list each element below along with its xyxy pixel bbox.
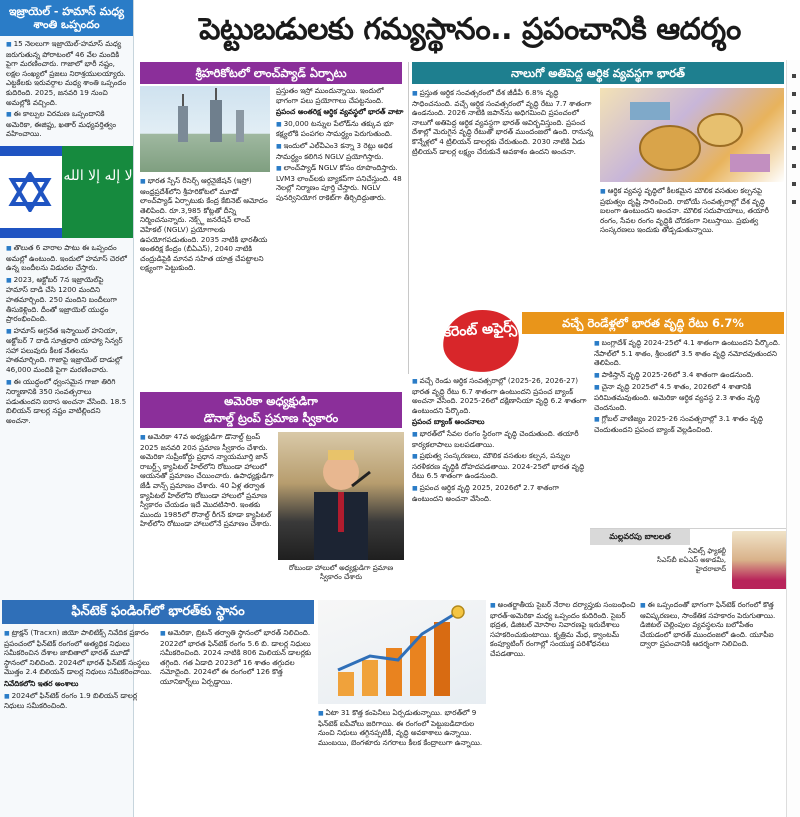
growth-bullet-1: ■ భారత్‌లో సేవల రంగం స్థిరంగా వృద్ధి చెందుతుంది. తయారీ కార్యకలాపాలు బలపడతాయి. <box>412 429 590 449</box>
launchpad-photo <box>140 86 270 172</box>
trump-photo-caption: రోటుండా హాలులో అధ్యక్షుడిగా ప్రమాణ స్వీకారం చేశారు <box>288 564 394 581</box>
bullet-mark <box>792 110 796 114</box>
economy-col1 <box>412 88 596 308</box>
author-name: మల్లవరపు బాలలత <box>590 529 690 545</box>
bullet-mark <box>792 146 796 150</box>
bullet-mark <box>792 128 796 132</box>
left-column-text-2 <box>0 240 133 431</box>
coin-stack-icon <box>600 88 784 182</box>
author-info <box>590 547 730 574</box>
left-para-6: ■ ఈ యుద్ధంలో ధ్వంసమైన గాజా తిరిగి నిర్మాణానికి 350 సంవత్సరాలు పడుతుందని ఐరాస అంచనా వేసింది. 18.5 బిలియన్ డాలర్ల నష్టం వాటిల్లిందని అంచనా. <box>6 377 127 426</box>
author-city: హైదరాబాద్ <box>695 565 726 573</box>
growth-chart-icon <box>318 600 486 704</box>
economy-col2 <box>600 186 784 306</box>
fintech-illustration <box>318 600 486 704</box>
economy-col1-text: ■ ప్రస్తుత ఆర్థిక సంవత్సరంలో దేశ జీడీపీ 6.8% వృద్ధి సాధించనుంది. వచ్చే ఆర్థిక సంవత్సరంలో వృద్ధి రేటు 7.7 శాతంగా ఉండనుంది. 2026 నాటికి జపాన్‌ను అధిగమించి ప్రపంచంలో నాలుగో అతిపెద్ద ఆర్థిక వ్యవస్థగా భారత్ ఆవిర్భవిస్తుంది. ప్రపంచ దేశాల్లో మెరుగైన వృద్ధి రేటుతో భారత్ ముందంజలో ఉంది. రానున్న కొన్నేళ్లలో 4 ట్రిలియన్ డాలర్లకు చేరుతుంది. 2030 నాటికి ఏడు ట్రిలియన్ డాలర్ల లక్ష్యం చేరుకునే అవకాశం ఉందని అంచనా. <box>412 88 596 156</box>
fintech-col3 <box>318 708 486 814</box>
launchpad-col1 <box>140 176 270 376</box>
launchpad-bullet-3: ■ లాంచ్‌ప్యాడ్ NGLV కోసం రూపొందిస్తారు. LVM3 లాంచ్‌లకు బ్యాకప్‌గా పనిచేస్తుంది. 48 నెలల్లో నిర్మాణం పూర్తి చేస్తారు. NGLV పునర్వినియోగ రాకెట్‌గా తీర్చిదిద్దుతారు. <box>276 163 404 202</box>
left-para-5: ■ హమాస్ అగ్రనేత ఇస్మాయిల్ హనియా, అక్టోబర్ 7 దాడి సూత్రధారి యాహ్యా సిన్వర్ సహా పలువురు కీలక నేతలను హతమార్చింది. గాజాపై ఇజ్రాయెల్ దాడుల్లో 46,000 మందికి పైగా మరణించారు. <box>6 326 127 375</box>
left-para-1: ■ 15 నెలలుగా ఇజ్రాయెల్-హమాస్ మధ్య జరుగుతున్న పోరాటంలో 46 వేల మందికి పైగా మరణించారు. గాజాలో భారీ నష్టం, లక్షల సంఖ్యలో ప్రజలు నిరాశ్రయులయ్యారు. ఎట్టకేలకు ఇరువర్గాల మధ్య శాంతి ఒప్పందం కుదిరింది. 2025, జనవరి 19 నుంచి అమల్లోకి వచ్చింది. <box>6 39 127 107</box>
trump-banner <box>140 392 402 428</box>
flags-image <box>0 146 133 238</box>
page-headline: పెట్టుబడులకు గమ్యస్థానం.. ప్రపంచానికి ఆదర్శం <box>199 12 741 47</box>
growth-subhead: ప్రపంచ బ్యాంక్ అంచనాలు <box>412 417 485 427</box>
fintech-banner: ఫిన్‌టెక్ ఫండింగ్‌లో భారత్‌కు స్థానం <box>2 600 314 624</box>
bullet-mark <box>792 182 796 186</box>
left-para-2: ■ ఈ కాల్పుల విరమణ ఒప్పందానికి అమెరికా, ఈజిప్టు, ఖతార్ మధ్యవర్తిత్వం వహించాయి. <box>6 109 127 139</box>
fintech-col1-text: ■ ట్రాక్షన్ (Tracxn) జియో పాలిటిక్స్ నివేదిక ప్రకారం ప్రపంచంలో ఫిన్‌టెక్ రంగంలో అత్యధిక నిధులు సమీకరించిన దేశాల జాబితాలో భారత్ మూడో స్థానంలో నిలిచింది. 2024లో భారత్ ఫిన్‌టెక్ సంస్థలు మొత్తం 2.4 బిలియన్ డాలర్ల నిధులు సమీకరించాయి. <box>4 628 154 677</box>
trump-text-body: ■ అమెరికా 47వ అధ్యక్షుడిగా డొనాల్డ్ ట్రంప్ 2025 జనవరి 20న ప్రమాణ స్వీకారం చేశారు. అమెరికా సుప్రీంకోర్టు ప్రధాన న్యాయమూర్తి జాన్ రాబర్ట్స్ క్యాపిటల్ హిల్‌లోని రోటుండా హాలులో ఆయనతో ప్రమాణం చేయించారు. ఉపాధ్యక్షుడిగా జేడీ వాన్స్ ప్రమాణం చేశారు. 40 ఏళ్ల తర్వాత క్యాపిటల్ హిల్‌లోని రోటుండా హాలులో ప్రమాణ స్వీకారం చేయడం ఇదే మొదటిసారి. ఇంతకు ముందు 1985లో రొనాల్డ్ రీగన్ కూడా క్యాపిటల్ హిల్‌లోని రోటుండా హాలులోనే ప్రమాణం చేశారు. <box>140 432 274 529</box>
launchpad-intro: ప్రస్తుతం ఇస్రో ముందున్నాయి. ఇందులో భాగంగా పలు ప్రయోగాలు చేపట్టనుంది. <box>276 86 384 105</box>
growth-col2-bullet-4: ■ గ్లోబల్ వాణిజ్యం 2025-26 సంవత్సరాల్లో 3.1 శాతం వృద్ధి చెందుతుందని ప్రపంచ బ్యాంక్ వెల్లడించింది. <box>594 414 784 434</box>
fintech-col3-text: ■ ఏటా 31 కొత్త కంపెనీలు ఏర్పడుతున్నాయి. భారత్‌లో 9 ఫిన్‌టెక్ ఐపీవోలు జరిగాయి. ఈ రంగంలో పెట్టుబడిదారుల నుంచి నిధులు తగ్గినప్పటికీ, వృద్ధి అవకాశాలు ఉన్నాయి. ముంబయి, బెంగళూరు నగరాలు కీలక కేంద్రాలుగా ఉన్నాయి. <box>318 708 486 747</box>
left-column-text <box>0 36 133 144</box>
author-org: సీఎస్‌బీ ఐఏఎస్ అకాడమీ, <box>656 556 726 564</box>
fintech-col5-text: ■ ఈ ఒప్పందంతో భాగంగా ఫిన్‌టెక్ రంగంలో కొత్త ఆవిష్కరణలు, సాంకేతిక సహకారం పెరుగుతాయి. డిజిటల్ చెల్లింపుల వ్యవస్థలను బలోపేతం చేయడంలో భారత్ ముందంజలో ఉంది. యూపీఐ ద్వారా ప్రపంచానికి ఆదర్శంగా నిలిచింది. <box>640 600 784 649</box>
fintech-col1-bullet: ■ 2024లో ఫిన్‌టెక్ రంగం 1.9 బిలియన్ డాలర్ల నిధులు సమీకరించింది. <box>4 691 154 711</box>
fintech-col2-text: ■ అమెరికా, బ్రిటన్ తర్వాతి స్థానంలో భారత్ నిలిచింది. 2022లో భారత ఫిన్‌టెక్ రంగం 5.6 బి. డాలర్ల నిధులు సమీకరించింది. 2024 నాటికి 806 మిలియన్ డాలర్లకు తగ్గింది. గత ఏడాది 2023లో 16 శాతం తగ్గుదల నమోదైంది. 2024లో ఈ రంగంలో 126 కొత్త యూనికార్న్‌లు ఏర్పడ్డాయి. <box>160 628 312 687</box>
fintech-col4 <box>490 600 636 814</box>
economy-banner: నాలుగో అతిపెద్ద ఆర్థిక వ్యవస్థగా భారత్ <box>412 62 784 84</box>
growth-col1 <box>412 376 590 594</box>
launchpad-col1-text: ■ భారత స్పేస్ రీసెర్చ్ ఆర్గనైజేషన్ (ఇస్రో) ఆంధ్రప్రదేశ్‌లోని శ్రీహరికోటలో మూడో లాంచ్‌ప్యాడ్ ఏర్పాటుకు కేంద్ర కేబినెట్ ఆమోదం తెలిపింది. రూ.3,985 కోట్లతో దీన్ని నిర్మించనున్నారు. నెక్స్ట్ జనరేషన్ లాంచ్ వెహికల్ (NGLV) ప్రయోగాలకు ఉపయోగపడుతుంది. 2035 నాటికి భారతీయ అంతరిక్ష కేంద్రం (బీఏఎస్), 2040 నాటికి చంద్రుడిపైకి మానవ సహిత యాత్ర చేపట్టాలని లక్ష్యంగా పెట్టుకుంది. <box>140 176 270 273</box>
growth-banner: వచ్చే రెండేళ్లలో భారత వృద్ధి రేటు 6.7% <box>522 312 784 334</box>
flag-script: لا إله إلا الله <box>63 167 133 184</box>
growth-col2-bullet-3: ■ చైనా వృద్ధి 2025లో 4.5 శాతం, 2026లో 4 శాతానికి పరిమితమవుతుంది. అమెరికా ఆర్థిక వ్యవస్థ 2.3 శాతం వృద్ధి చెందనుంది. <box>594 382 784 412</box>
bullet-mark <box>792 92 796 96</box>
growth-bullet-3: ■ ప్రపంచ ఆర్థిక వృద్ధి 2025, 2026లో 2.7 శాతంగా ఉంటుందని అంచనా వేసింది. <box>412 483 590 503</box>
trump-text <box>140 432 274 594</box>
rocket-tower-icon <box>140 86 270 172</box>
left-para-4: ■ 2023, అక్టోబర్ 7న ఇజ్రాయెల్‌పై హమాస్ దాడి చేసి 1200 మందిని హతమార్చింది. 250 మందిని బందీలుగా తీసుకెళ్లింది. దీంతో ఇజ్రాయెల్ యుద్ధం ప్రారంభించింది. <box>6 275 127 324</box>
right-edge-strip <box>786 60 800 817</box>
bullet-mark <box>792 200 796 204</box>
column-divider <box>408 62 409 374</box>
launchpad-banner: శ్రీహరికోటలో లాంచ్‌ప్యాడ్ ఏర్పాటు <box>140 62 402 84</box>
trump-photo <box>278 432 404 560</box>
launchpad-bullet-2: ■ ఇందులో ఎల్‌వీఎం3 కన్నా 3 రెట్లు అధిక సామర్థ్యం కలిగిన NGLV ప్రయోగిస్తారు. <box>276 141 404 161</box>
author-photo <box>732 531 788 589</box>
economy-col2-text: ■ ఆర్థిక వ్యవస్థ వృద్ధిలో కీలకమైన మౌలిక వసతుల కల్పనపై ప్రభుత్వం దృష్టి సారించింది. రాబోయే సంవత్సరాల్లో దేశ వృద్ధి బలంగా ఉంటుందని అంచనా. మౌలిక సదుపాయాలు, తయారీ రంగం, సేవల రంగం వృద్ధికి చోదకంగా నిలుస్తాయి. ప్రభుత్వ సంస్కరణలు ఇందుకు తోడ్పడుతున్నాయి. <box>600 186 784 235</box>
trump-banner-line-2: డొనాల్డ్ ట్రంప్ ప్రమాణ స్వీకారం <box>203 411 339 425</box>
fintech-col2 <box>160 628 312 814</box>
launchpad-col2 <box>276 86 404 376</box>
speaker-podium-icon <box>278 432 404 560</box>
left-para-3: ■ తొలుత 6 వారాల పాటు ఈ ఒప్పందం అమల్లో ఉంటుంది. ఇందులో హమాస్ చెరలో ఉన్న బందీలను విడుదల చేస్తారు. <box>6 243 127 273</box>
fintech-subhead: నివేదికలోని ఇతర అంశాలు <box>4 678 79 688</box>
launchpad-bullet-1: ■ 30,000 టన్నుల పేలోడ్‌ను తక్కువ భూ కక్ష్యలోకి పంపగల సామర్థ్యం పెరుగుతుంది. <box>276 119 404 139</box>
palestine-flag-icon <box>62 146 133 238</box>
coins-photo <box>600 88 784 182</box>
current-affairs-badge: కరెంట్ అఫైర్స్ <box>441 307 521 374</box>
israel-flag-icon <box>0 146 62 238</box>
fintech-col1 <box>4 628 154 814</box>
growth-col2 <box>594 338 784 524</box>
author-title: సివిల్స్ ఫ్యాకల్టీ <box>688 547 726 555</box>
left-column-title: ఇజ్రాయెల్ - హమాస్ మధ్య శాంతి ఒప్పందం <box>0 0 133 36</box>
bullet-mark <box>792 74 796 78</box>
fintech-col4-text: ■ అంతర్జాతీయ సైబర్ నేరాల దర్యాప్తుకు సంబంధించి భారత్-అమెరికా మధ్య ఒప్పందం కుదిరింది. సైబర్ భద్రత, డిజిటల్ మోసాల నివారణపై ఇరుదేశాలు సహకరించుకుంటాయి. కృత్రిమ మేధ, క్వాంటమ్ కంప్యూటింగ్ రంగాల్లో సంయుక్త పరిశోధనలు చేపడతాయి. <box>490 600 636 659</box>
launchpad-subhead: ప్రపంచ అంతరిక్ష ఆర్థిక వ్యవస్థలో భారత్ వాటా <box>276 107 404 117</box>
bullet-mark <box>792 164 796 168</box>
trump-banner-line-1: అమెరికా అధ్యక్షుడిగా <box>224 394 318 408</box>
fintech-col5 <box>640 600 784 814</box>
growth-col2-bullet-1: ■ బంగ్లాదేశ్ వృద్ధి 2024-25లో 4.1 శాతంగా ఉంటుందని పేర్కొంది. నేపాల్‌లో 5.1 శాతం, శ్రీలంకలో 3.5 శాతం వృద్ధి నమోదవుతుందని తెలిపింది. <box>594 338 784 368</box>
growth-bullet-2: ■ ప్రభుత్వ సంస్కరణలు, మౌలిక వసతుల కల్పన, పన్నుల సరళీకరణ వృద్ధికి దోహదపడతాయి. 2024-25లో భారత వృద్ధి రేటు 6.5 శాతంగా ఉండనుంది. <box>412 451 590 481</box>
author-box <box>590 528 792 590</box>
growth-para-1: ■ వచ్చే రెండు ఆర్థిక సంవత్సరాల్లో (2025-26, 2026-27) భారత వృద్ధి రేటు 6.7 శాతంగా ఉంటుందని ప్రపంచ బ్యాంక్ అంచనా వేసింది. 2025-26లో దక్షిణాసియా వృద్ధి 6.2 శాతంగా ఉంటుందని పేర్కొంది. <box>412 376 590 415</box>
growth-col2-bullet-2: ■ పాకిస్తాన్ వృద్ధి 2025-26లో 3.4 శాతంగా ఉండనుంది. <box>594 370 784 381</box>
